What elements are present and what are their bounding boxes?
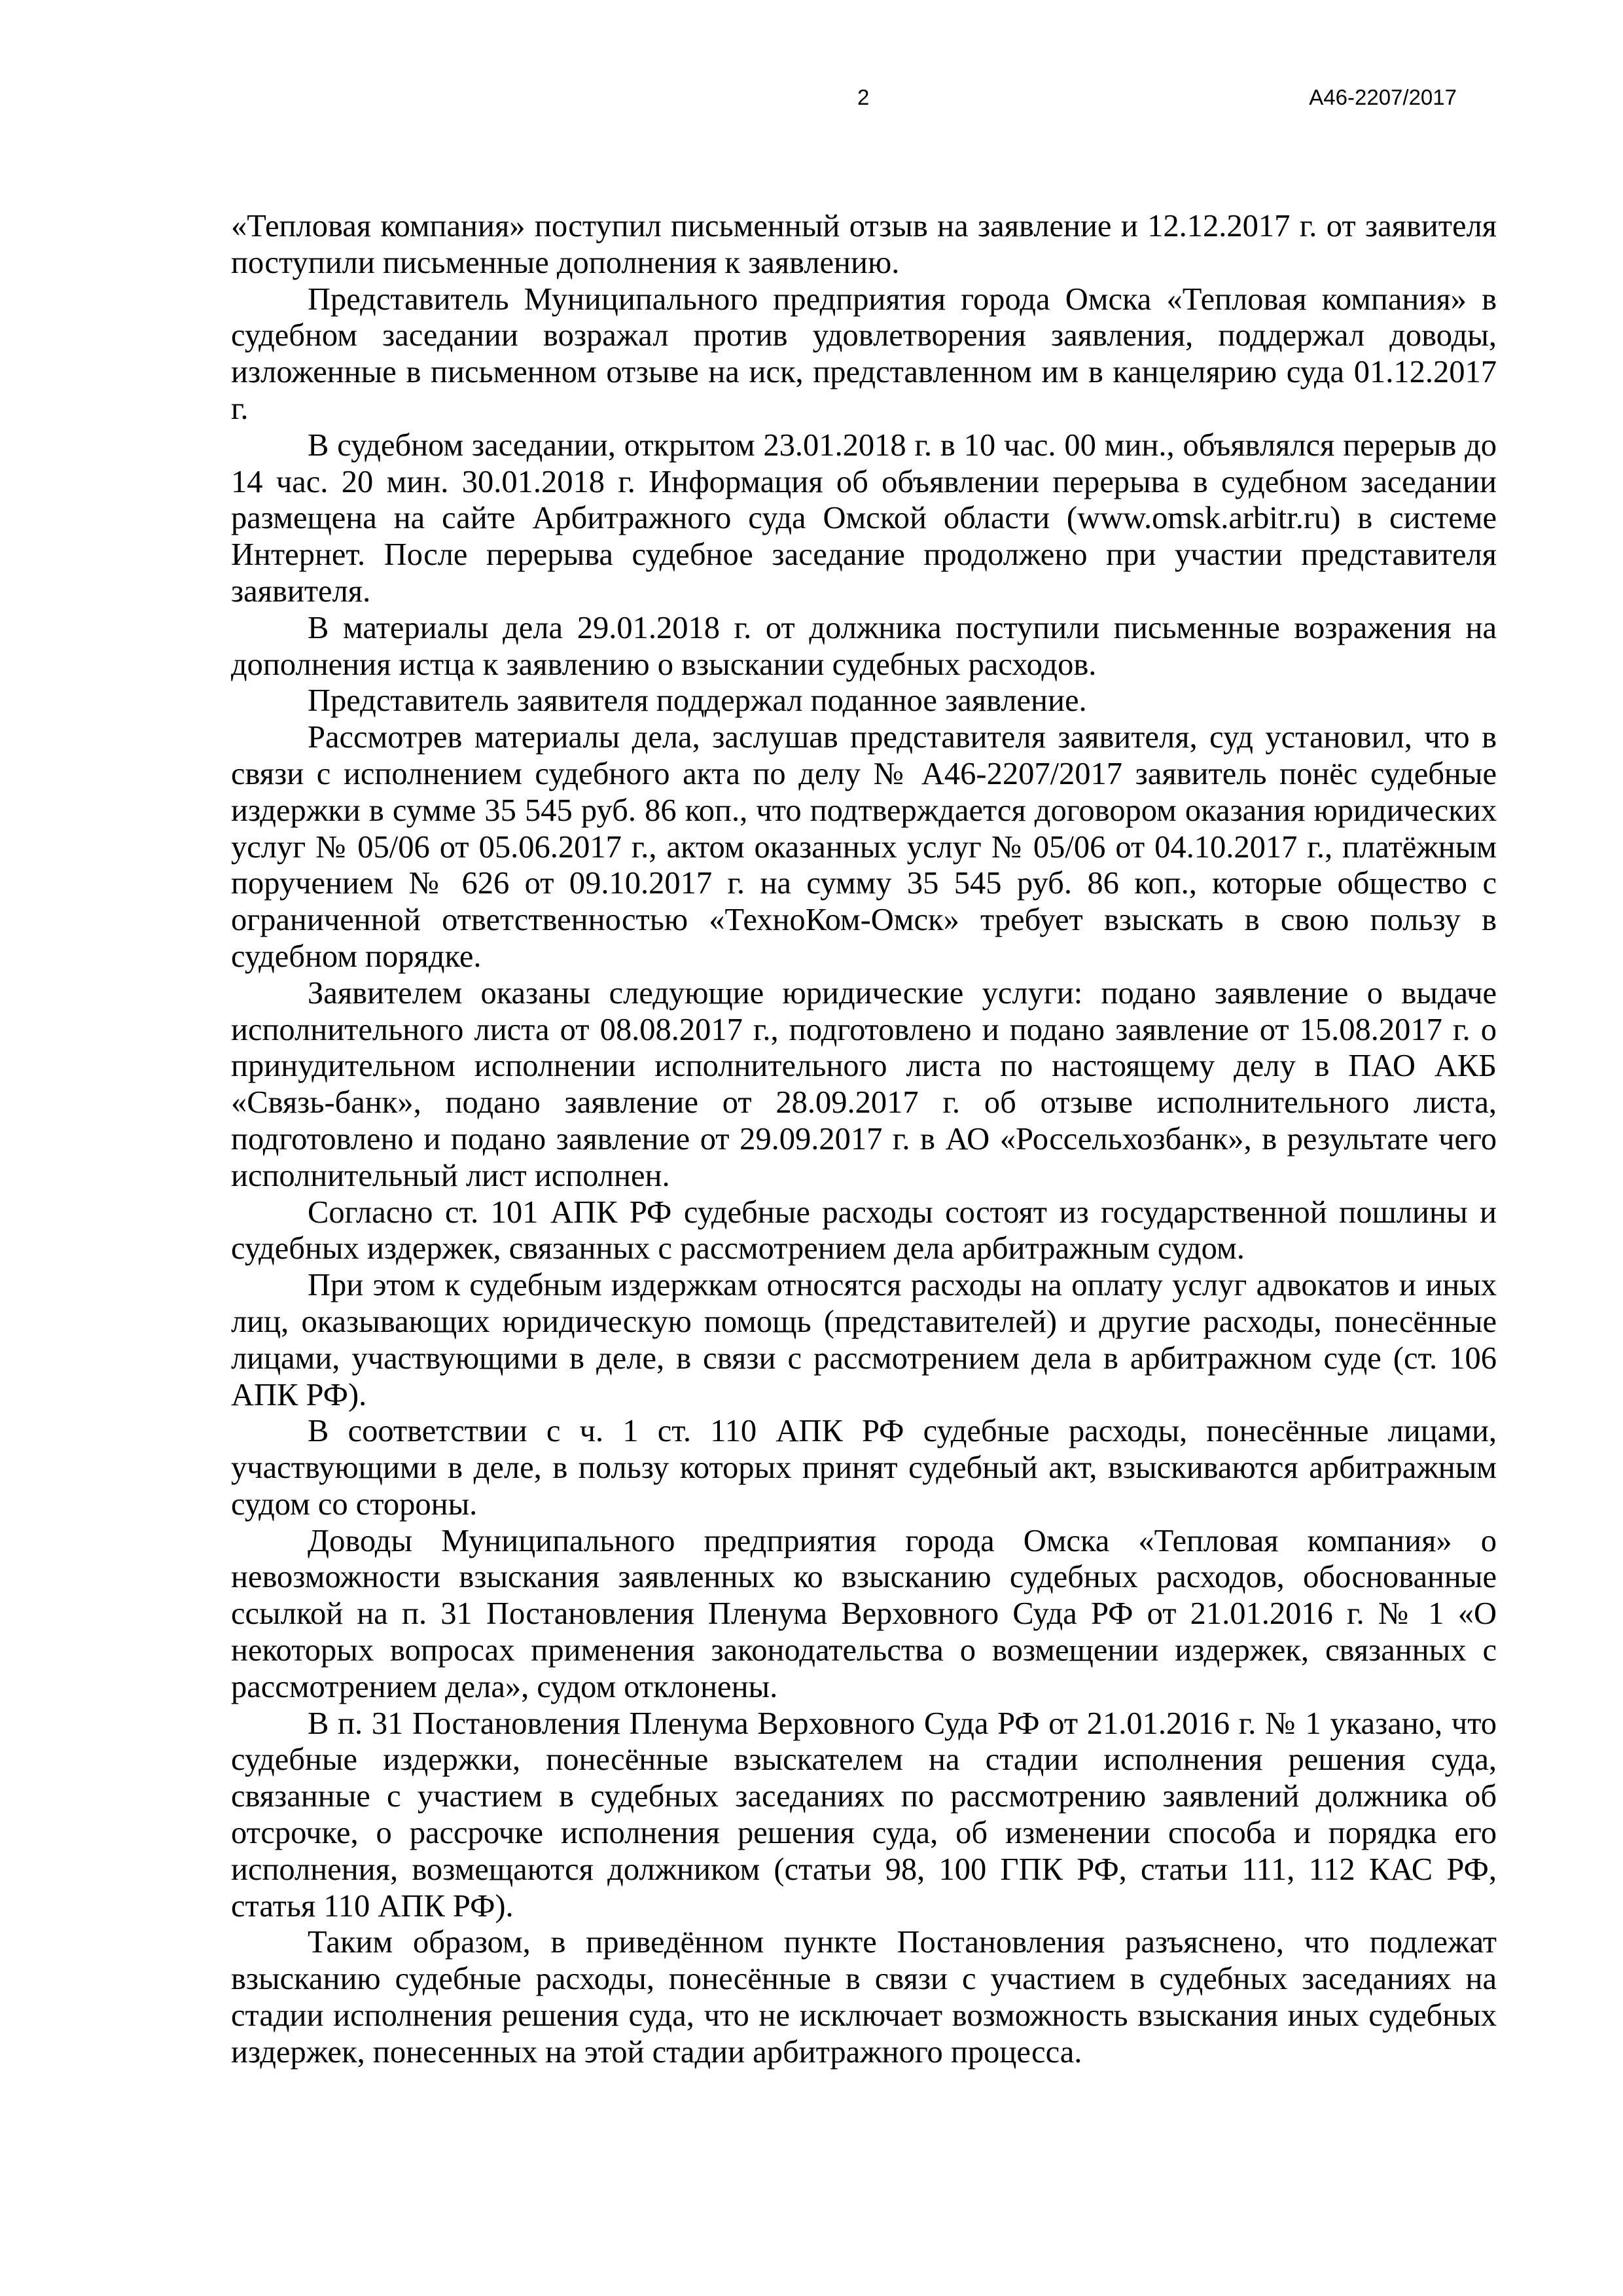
paragraph: В судебном заседании, открытом 23.01.2018 г. в 10 час. 00 мин., объявлялся перерыв до 14 час. 20 мин. 30.01.2018 г. Информация об объявлении перерыва в судебном заседании размещена на сайте Арбитражного суда Омской области (www.omsk.arbitr.ru) в системе Интернет. После перерыва судебное заседание продолжено при участии представителя заявителя. — [231, 427, 1497, 609]
page-number: 2 — [857, 85, 870, 109]
paragraph: Согласно ст. 101 АПК РФ судебные расходы состоят из государственной пошлины и судебных издержек, связанных с рассмотрением дела арбитражным судом. — [231, 1194, 1497, 1266]
paragraph: В соответствии с ч. 1 ст. 110 АПК РФ судебные расходы, понесённые лицами, участвующими в деле, в пользу которых принят судебный акт, взыскиваются арбитражным судом со стороны. — [231, 1414, 1497, 1522]
paragraph: В п. 31 Постановления Пленума Верховного Суда РФ от 21.01.2016 г. № 1 указано, что судебные издержки, понесённые взыскателем на стадии исполнения решения суда, связанные с участием в судебных заседаниях по рассмотрению заявлений должника об отсрочке, о рассрочке исполнения решения суда, об изменении способа и порядка его исполнения, возмещаются должником (статьи 98, 100 ГПК РФ, статьи 111, 112 КАС РФ, статья 110 АПК РФ). — [231, 1706, 1497, 1924]
paragraph: В материалы дела 29.01.2018 г. от должника поступили письменные возражения на дополнения истца к заявлению о взыскании судебных расходов. — [231, 610, 1497, 682]
paragraph: Представитель заявителя поддержал поданное заявление. — [308, 683, 1087, 719]
paragraph: Представитель Муниципального предприятия города Омска «Тепловая компания» в судебном заседании возражал против удовлетворения заявления, поддержал доводы, изложенные в письменном отзыве на иск, представленном им в канцелярию суда 01.12.2017 г. — [231, 281, 1497, 426]
paragraph: Доводы Муниципального предприятия города Омска «Тепловая компания» о невозможности взыскания заявленных ко взысканию судебных расходов, обоснованные ссылкой на п. 31 Постановления Пленума Верховного Суда РФ от 21.01.2016 г. № 1 «О некоторых вопросах применения законодательства о возмещении издержек, связанных с рассмотрением дела», судом отклонены. — [231, 1523, 1497, 1704]
document-body — [231, 208, 1497, 2071]
paragraph: Рассмотрев материалы дела, заслушав представителя заявителя, суд установил, что в связи с исполнением судебного акта по делу № А46-2207/2017 заявитель понёс судебные издержки в сумме 35 545 руб. 86 коп., что подтверждается договором оказания юридических услуг № 05/06 от 05.06.2017 г., актом оказанных услуг № 05/06 от 04.10.2017 г., платёжным поручением № 626 от 09.10.2017 г. на сумму 35 545 руб. 86 коп., которые общество с ограниченной ответственностью «ТехноКом-Омск» требует взыскать в свою пользу в судебном порядке. — [231, 720, 1497, 974]
paragraph-continuation: «Тепловая компания» поступил письменный отзыв на заявление и 12.12.2017 г. от заявителя поступили письменные дополнения к заявлению. — [231, 209, 1497, 280]
case-number: А46-2207/2017 — [1309, 85, 1457, 109]
paragraph: При этом к судебным издержкам относятся расходы на оплату услуг адвокатов и иных лиц, оказывающих юридическую помощь (представителей) и другие расходы, понесённые лицами, участвующими в деле, в связи с рассмотрением дела в арбитражном суде (ст. 106 АПК РФ). — [231, 1268, 1497, 1412]
paragraph: Таким образом, в приведённом пункте Постановления разъяснено, что подлежат взысканию судебные расходы, понесённые в связи с участием в судебных заседаниях на стадии исполнения решения суда, что не исключает возможность взыскания иных судебных издержек, понесенных на этой стадии арбитражного процесса. — [231, 1925, 1497, 2070]
paragraph: Заявителем оказаны следующие юридические услуги: подано заявление о выдаче исполнительного листа от 08.08.2017 г., подготовлено и подано заявление от 15.08.2017 г. о принудительном исполнении исполнительного листа по настоящему делу в ПАО АКБ «Связь-банк», подано заявление от 28.09.2017 г. об отзыве исполнительного листа, подготовлено и подано заявление от 29.09.2017 г. в АО «Россельхозбанк», в результате чего исполнительный лист исполнен. — [231, 975, 1497, 1193]
